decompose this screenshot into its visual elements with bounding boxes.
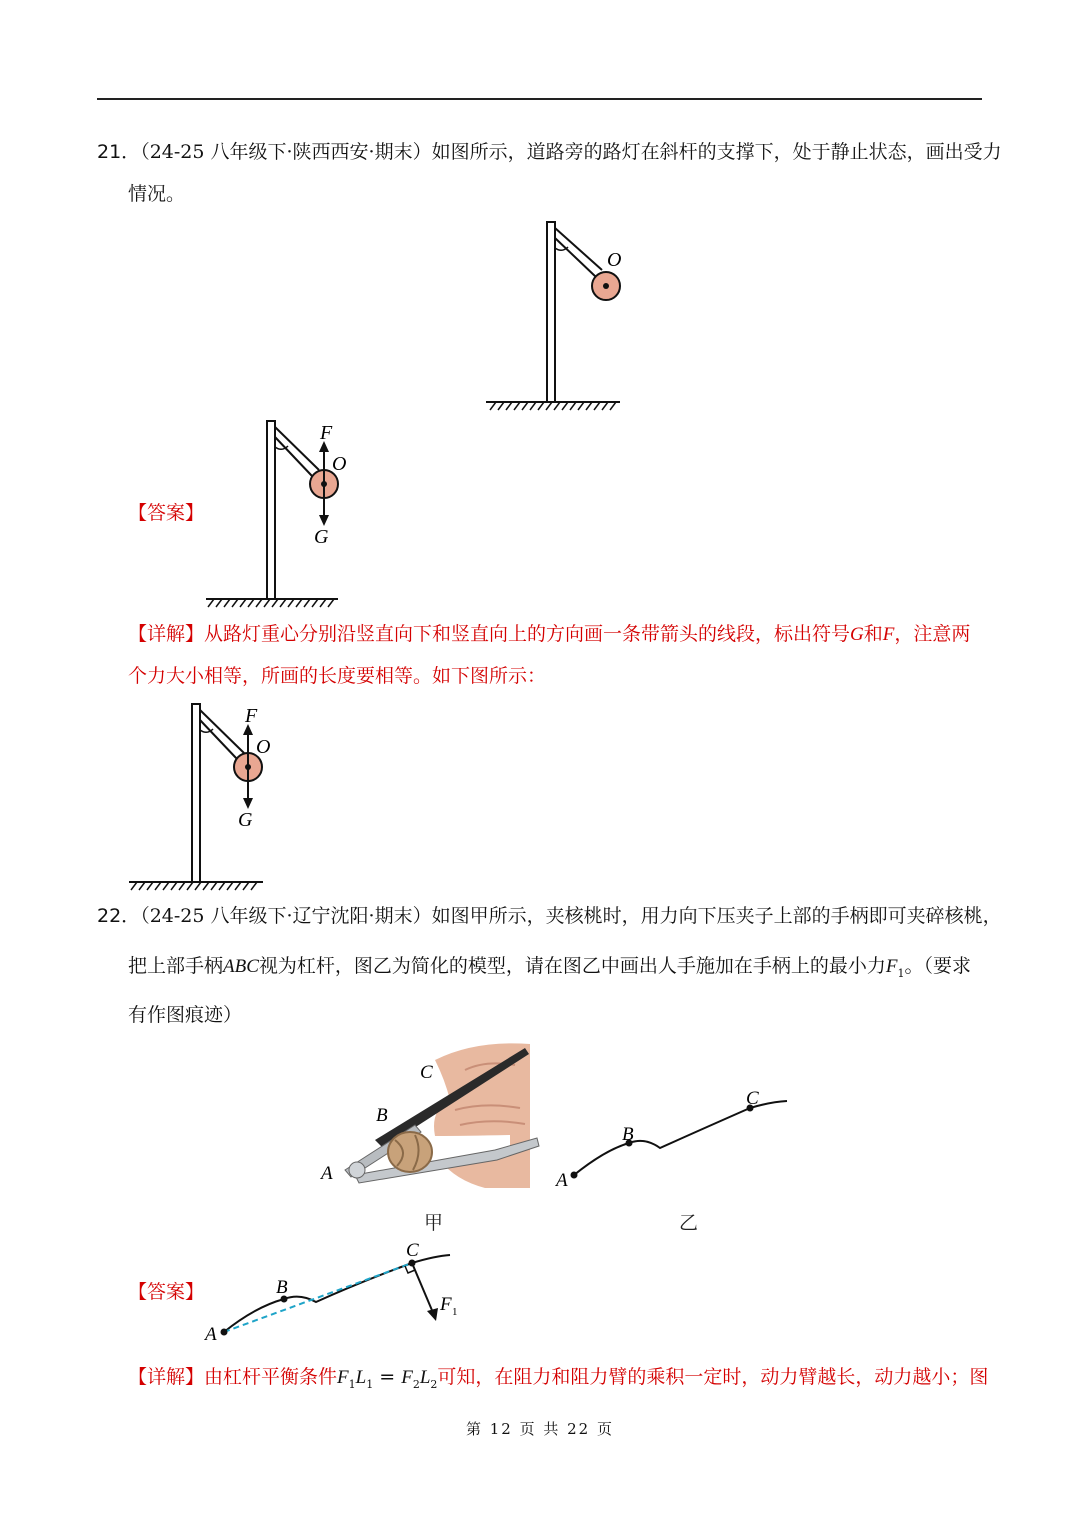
label-g: G — [314, 526, 329, 548]
label-a: A — [205, 1324, 217, 1345]
label-c: C — [420, 1062, 433, 1083]
label-f: F — [320, 422, 333, 444]
question-text: 视为杠杆，图乙为简化的模型，请在图乙中画出人手施加在手柄上的最小力 — [258, 955, 886, 977]
lever-formula — [337, 1366, 438, 1391]
detail-text: ，注意两 — [894, 623, 971, 645]
q21-detail-line1 — [128, 621, 970, 648]
q21-stem-line1 — [97, 139, 1002, 165]
q22-stem-line2 — [128, 953, 971, 987]
q22-detail-line1 — [128, 1364, 988, 1398]
q22-stem-line1 — [97, 903, 1002, 929]
question-text: 如图所示，道路旁的路灯在斜杆的支撑下，处于静止状态，画出受力 — [431, 141, 1002, 163]
q22-answer-tag: 【答案】 — [128, 1281, 205, 1303]
formula-equals: = — [373, 1366, 402, 1388]
label-o: O — [607, 249, 622, 271]
detail-text: 由杠杆平衡条件 — [204, 1366, 338, 1388]
formula-symbol: F — [401, 1367, 413, 1388]
q21-detail-line2: 个力大小相等，所画的长度要相等。如下图所示： — [128, 665, 547, 687]
detail-text: 从路灯重心分别沿竖直向下和竖直向上的方向画一条带箭头的线段，标出符号 — [204, 623, 851, 645]
formula-subscript: 2 — [412, 1377, 420, 1391]
detail-text: 和 — [863, 623, 883, 645]
question-text: 把上部手柄 — [128, 955, 224, 977]
label-o: O — [256, 736, 271, 758]
label-b: B — [622, 1124, 634, 1145]
q22-figure-b — [550, 1085, 800, 1199]
q21-detail-figure — [125, 695, 285, 899]
symbol-f1: F — [885, 956, 898, 977]
label-b: B — [376, 1105, 388, 1126]
formula-subscript: 1 — [366, 1377, 374, 1391]
label-b: B — [276, 1277, 288, 1298]
symbol-subscript: 1 — [897, 966, 905, 980]
question-source: （24-25 八年级下·辽宁沈阳·期末） — [140, 905, 432, 927]
label-f1: F — [440, 1294, 452, 1315]
q22-stem-line3: 有作图痕迹） — [128, 1004, 243, 1026]
label-o: O — [332, 453, 347, 475]
q21-figure — [480, 215, 640, 419]
detail-tag: 【详解】 — [128, 1366, 205, 1388]
detail-text: 可知，在阻力和阻力臂的乘积一定时，动力臂越长，动力越小；图 — [437, 1366, 989, 1388]
figure-caption-a: 甲 — [424, 1212, 444, 1234]
formula-subscript: 2 — [430, 1377, 438, 1391]
formula-symbol: F — [337, 1367, 349, 1388]
symbol-g: G — [850, 624, 864, 645]
figure-caption-b: 乙 — [679, 1212, 699, 1234]
detail-tag: 【详解】 — [128, 623, 205, 645]
q21-stem-line2: 情况。 — [128, 183, 186, 205]
question-source: （24-25 八年级下·陕西西安·期末） — [140, 141, 432, 163]
label-c: C — [406, 1240, 419, 1261]
q22-figure-a — [315, 1040, 545, 1194]
symbol-abc: ABC — [223, 956, 259, 977]
label-c: C — [746, 1088, 759, 1109]
symbol-f: F — [882, 624, 895, 645]
formula-subscript: 1 — [348, 1377, 356, 1391]
label-f1-sub: 1 — [452, 1306, 458, 1318]
label-a: A — [321, 1163, 333, 1184]
formula-symbol: L — [355, 1367, 367, 1388]
question-number: 22． — [97, 905, 141, 927]
page-footer: 第 12 页 共 22 页 — [465, 1420, 614, 1438]
label-a: A — [556, 1170, 568, 1191]
q21-answer-tag: 【答案】 — [128, 502, 205, 524]
question-text: 如图甲所示，夹核桃时，用力向下压夹子上部的手柄即可夹碎核桃， — [431, 905, 1002, 927]
formula-symbol: L — [419, 1367, 431, 1388]
label-f: F — [245, 705, 258, 727]
question-text: 。（要求 — [904, 955, 972, 977]
q22-answer-figure — [200, 1235, 470, 1354]
q21-answer-figure — [200, 412, 360, 616]
header-rule — [97, 98, 982, 100]
question-number: 21． — [97, 141, 141, 163]
label-g: G — [238, 809, 253, 831]
